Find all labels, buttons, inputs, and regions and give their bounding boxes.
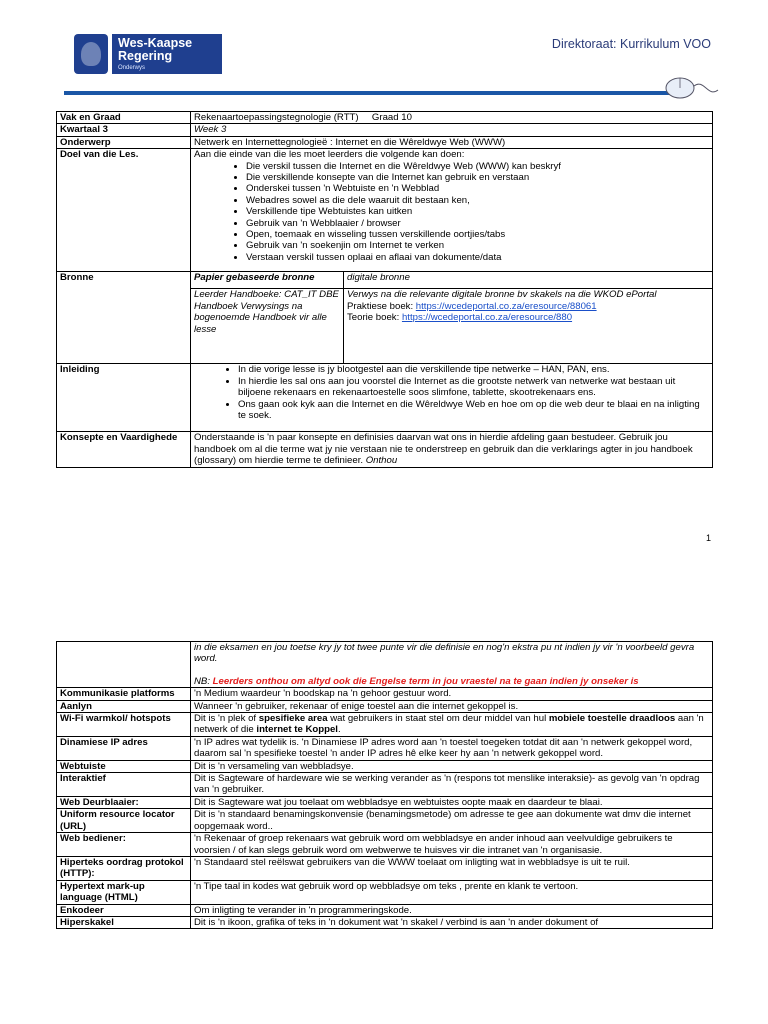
row-vak (57, 112, 713, 124)
computer-mouse-icon (660, 68, 720, 104)
table-row (57, 809, 713, 833)
row-intro (57, 642, 713, 688)
term: Aanlyn (57, 700, 191, 712)
term: Web Deurblaaier: (57, 796, 191, 808)
table-row (57, 856, 713, 880)
def-bold: mobiele toestelle draadloos (548, 713, 676, 725)
definition: 'n Tipe taal in kodes wat gebruik word op webbladsye om teks , prente en klank te vertoon. (191, 880, 713, 904)
inleiding-list (194, 364, 709, 421)
doel-list (194, 161, 709, 264)
definition: Dit is 'n ikoon, grafika of teks in 'n dokument wat 'n skakel / verbind is aan 'n ander dokument of (191, 916, 713, 928)
doel-cell (191, 149, 713, 272)
wcg-logo (74, 30, 204, 80)
list-item: • Verskillende tipe Webtuistes kan uitken (246, 206, 709, 217)
definition: Om inligting te verander in 'n programmeringskode. (191, 904, 713, 916)
term: Webtuiste (57, 760, 191, 772)
def-part: wat gebruikers in staat stel om deur middel van hul (327, 713, 549, 725)
nb-label: NB: (194, 675, 213, 687)
term: Interaktief (57, 773, 191, 797)
teorie-line (347, 312, 709, 323)
header-rule (64, 91, 676, 95)
definition: Dit is Sagteware wat jou toelaat om webbladsye en webtuistes oopte maak en daardeur te blaai. (191, 796, 713, 808)
def-part: aan 'n netwerk of die (194, 713, 704, 736)
list-item: • Gebruik van 'n Webblaaier / browser (246, 218, 709, 229)
row-onderwerp (57, 136, 713, 148)
onderwerp-label: Onderwerp (57, 136, 191, 148)
list-item: • Open, toemaak en wisseling tussen verskillende oortjies/tabs (246, 229, 709, 240)
list-item: • Ons gaan ook kyk aan die Internet en die Wêreldwye Web en hoe om op die web deur te blaai en na inligting te soek. (238, 399, 709, 422)
row-doel (57, 149, 713, 272)
term: Dinamiese IP adres (57, 736, 191, 760)
term: Enkodeer (57, 904, 191, 916)
table-row (57, 796, 713, 808)
definition: Dit is Sagteware of hardeware wie se werking verander as 'n (respons tot menslike interaksie)- as gevolg van 'n opdrag van 'n gebruiker. (191, 773, 713, 797)
def-bold: internet te Koppel (256, 724, 338, 736)
intro-text: in die eksamen en jou toetse kry jy tot twee punte vir die definisie en nog'n ekstra pu nt indien jy vir 'n voorbeeld gevra word. (194, 642, 695, 665)
list-item: • Die verskillende konsepte van die Internet kan gebruik en verstaan (246, 172, 709, 183)
table-row (57, 880, 713, 904)
bronne-digitaal-detail: Verwys na die relevante digitale bronne bv skakels na die WKOD ePortal (347, 289, 657, 301)
table-row (57, 713, 713, 737)
bronne-papier: Papier gebaseerde bronne (191, 272, 344, 289)
term: Hiperskakel (57, 916, 191, 928)
definition: 'n Medium waardeur 'n boodskap na 'n gehoor gestuur word. (191, 688, 713, 700)
brand-block (112, 34, 222, 74)
term: Uniform resource locator (URL) (57, 809, 191, 833)
bronne-papier-detail: Leerder Handboeke: CAT_IT DBE Handboek Verwysings na bogenoemde Handboek vir alle lesse (191, 289, 344, 364)
list-item: • In die vorige lesse is jy blootgestel aan die verskillende tipe netwerke – HAN, PAN, ens. (238, 364, 709, 375)
row-inleiding (57, 364, 713, 432)
term: Kommunikasie platforms (57, 688, 191, 700)
list-item: • Gebruik van 'n soekenjin om Internet te verken (246, 240, 709, 251)
term: Hiperteks oordrag protokol (HTTP): (57, 856, 191, 880)
term: Hypertext mark-up language (HTML) (57, 880, 191, 904)
brand-line-2: Regering (118, 48, 173, 63)
definition: 'n IP adres wat tydelik is. 'n Dinamiese IP adres word aan 'n toestel toegeken totdat dit aan 'n netwerk gekoppel word, daarom sal 'n spesifieke toestel 'n ander IP adres hê elke keer hy aan 'n netwerk gekoppel word. (191, 736, 713, 760)
bronne-digitaal: digitale bronne (344, 272, 713, 289)
table-row (57, 773, 713, 797)
onderwerp-value: Netwerk en Internettegnologieë : Internet en die Wêreldwye Web (WWW) (191, 136, 713, 148)
document-page-2 (0, 632, 768, 1024)
row-konsepte (57, 432, 713, 467)
table-row (57, 760, 713, 772)
konsepte-tail: Onthou (365, 455, 398, 467)
table-row (57, 736, 713, 760)
coat-of-arms-icon (74, 34, 108, 74)
kwartaal-value: Week 3 (191, 124, 713, 136)
praktiese-link[interactable]: https://wcedeportal.co.za/eresource/88061 (415, 300, 597, 312)
intro-empty (57, 642, 191, 688)
table-row (57, 833, 713, 857)
nb-line (194, 676, 709, 687)
definition: Dit is 'n standaard benamingskonvensie (benamingsmetode) om adresse te gee aan dokumente wat dmv die internet oopgemaak word.. (191, 809, 713, 833)
list-item: • In hierdie les sal ons aan jou voorstel die Internet as die grootste netwerk van netwerke wat bestaan uit biljoene rekenaars en rekenaartoestelle soos slimfone, tablette, skootrekenaars ens. (238, 376, 709, 399)
term: Wi-Fi warmkol/ hotspots (57, 713, 191, 737)
page-number: 1 (706, 533, 712, 543)
bronne-label: Bronne (57, 272, 191, 364)
row-bronne-head (57, 272, 713, 289)
table-row (57, 916, 713, 928)
definition: Dit is 'n versameling van webbladsye. (191, 760, 713, 772)
inleiding-cell (191, 364, 713, 432)
lesson-table (56, 111, 713, 468)
konsepte-cell (191, 432, 713, 467)
list-item: • Onderskei tussen 'n Webtuiste en 'n Webblad (246, 183, 709, 194)
intro-cell (191, 642, 713, 688)
list-item: • Verstaan verskil tussen oplaai en aflaai van dokumente/data (246, 252, 709, 263)
doel-intro: Aan die einde van die les moet leerders die volgende kan doen: (194, 149, 465, 161)
brand-line-1: Wes-Kaapse (118, 36, 193, 50)
term: Web bediener: (57, 833, 191, 857)
page-gap (0, 560, 768, 632)
terms-table (56, 641, 713, 929)
list-item: • Die verskil tussen die Internet en die Wêreldwye Web (WWW) kan beskryf (246, 161, 709, 172)
teorie-link[interactable]: https://wcedeportal.co.za/eresource/880 (401, 312, 573, 324)
konsepte-text: Onderstaande is 'n paar konsepte en definisies daarvan wat ons in hierdie afdeling gaan bestudeer. Gebruik jou handboek om al die terme wat jy nie verstaan nie te onderstreep en gebruik dan die verklarings agter in jou handboek (glossary) om hierdie terme te definieer. (194, 432, 693, 467)
kwartaal-label: Kwartaal 3 (57, 124, 191, 136)
doel-label: Doel van die Les. (57, 149, 191, 272)
def-part: Dit is 'n plek of (194, 713, 259, 725)
definition (191, 713, 713, 737)
definition: 'n Rekenaar of groep rekenaars wat gebruik word om webbladsye en ander inhoud aan veelvuldige gebruikers te voorsien / of kan slegs gebruik word om webwerwe te huisves vir die intranet van 'n organisasie. (191, 833, 713, 857)
bronne-digitaal-cell (344, 289, 713, 364)
definition: 'n Standaard stel reëlswat gebruikers van die WWW toelaat om inligting wat in webbladsye is uit te ruil. (191, 856, 713, 880)
row-kwartaal (57, 124, 713, 136)
brand-subtitle: Onderwys (118, 65, 146, 71)
list-item: • Webadres sowel as die dele waaruit dit bestaan ken, (246, 195, 709, 206)
vak-value: Rekenaartoepassingstegnologie (RTT) Graad 10 (191, 112, 713, 124)
table-row (57, 904, 713, 916)
table-row (57, 700, 713, 712)
vak-label: Vak en Graad (57, 112, 191, 124)
teorie-label: Teorie boek: (347, 312, 402, 324)
nb-text: Leerders onthou om altyd ook die Engelse term in jou vraestel na te gaan indien jy onseker is (212, 675, 639, 687)
def-bold: spesifieke area (258, 713, 328, 725)
directorate-title: Direktoraat: Kurrikulum VOO (551, 37, 711, 51)
def-part: . (337, 724, 341, 736)
definition: Wanneer 'n gebruiker, rekenaar of enige toestel aan die internet gekoppel is. (191, 700, 713, 712)
inleiding-label: Inleiding (57, 364, 191, 432)
table-row (57, 688, 713, 700)
praktiese-line (347, 301, 709, 312)
praktiese-label: Praktiese boek: (347, 300, 416, 312)
konsepte-label: Konsepte en Vaardighede (57, 432, 191, 467)
